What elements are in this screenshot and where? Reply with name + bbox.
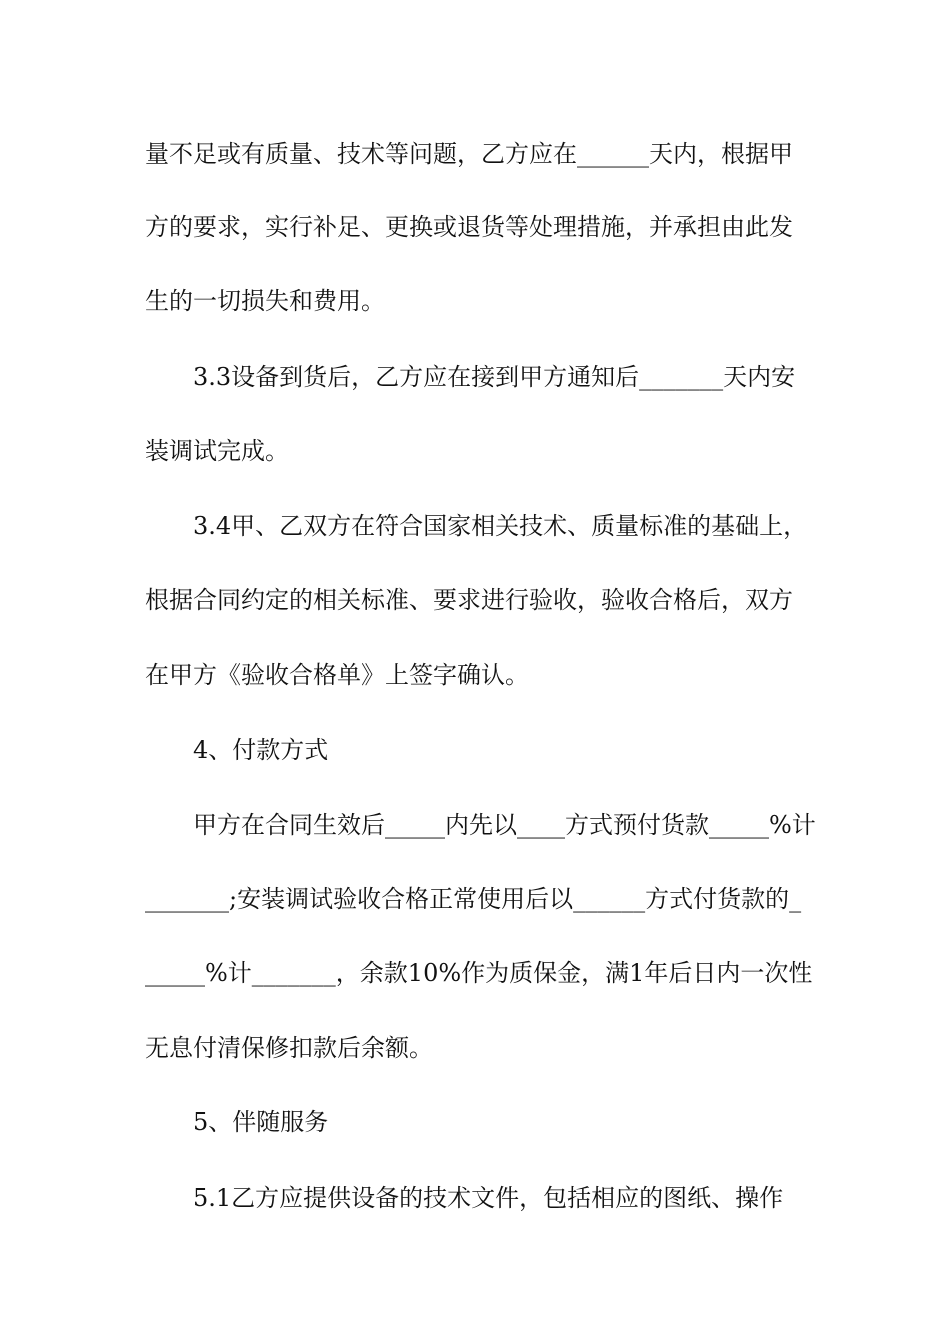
text-line: 5.1乙方应提供设备的技术文件，包括相应的图纸、操作: [193, 1184, 784, 1212]
section-heading: 5、伴随服务: [193, 1108, 329, 1136]
text-line: 生的一切损失和费用。: [145, 287, 385, 315]
text-line: 3.4甲、乙双方在符合国家相关技术、质量标准的基础上，: [193, 512, 808, 540]
text-line: 甲方在合同生效后_____内先以____方式预付货款_____%计: [193, 811, 816, 839]
text-line: 量不足或有质量、技术等问题，乙方应在______天内，根据甲: [145, 140, 793, 168]
section-heading: 4、付款方式: [193, 736, 329, 764]
text-line: _______;安装调试验收合格正常使用后以______方式付货款的_: [145, 885, 802, 913]
text-line: 方的要求，实行补足、更换或退货等处理措施，并承担由此发: [145, 213, 793, 241]
text-line: 3.3设备到货后，乙方应在接到甲方通知后_______天内安: [193, 363, 796, 391]
text-line: 装调试完成。: [145, 437, 289, 465]
text-line: 无息付清保修扣款后余额。: [145, 1034, 433, 1062]
text-line: _____%计_______，余款10%作为质保金，满1年后日内一次性: [145, 959, 813, 987]
text-line: 在甲方《验收合格单》上签字确认。: [145, 661, 529, 689]
text-line: 根据合同约定的相关标准、要求进行验收，验收合格后，双方: [145, 586, 793, 614]
